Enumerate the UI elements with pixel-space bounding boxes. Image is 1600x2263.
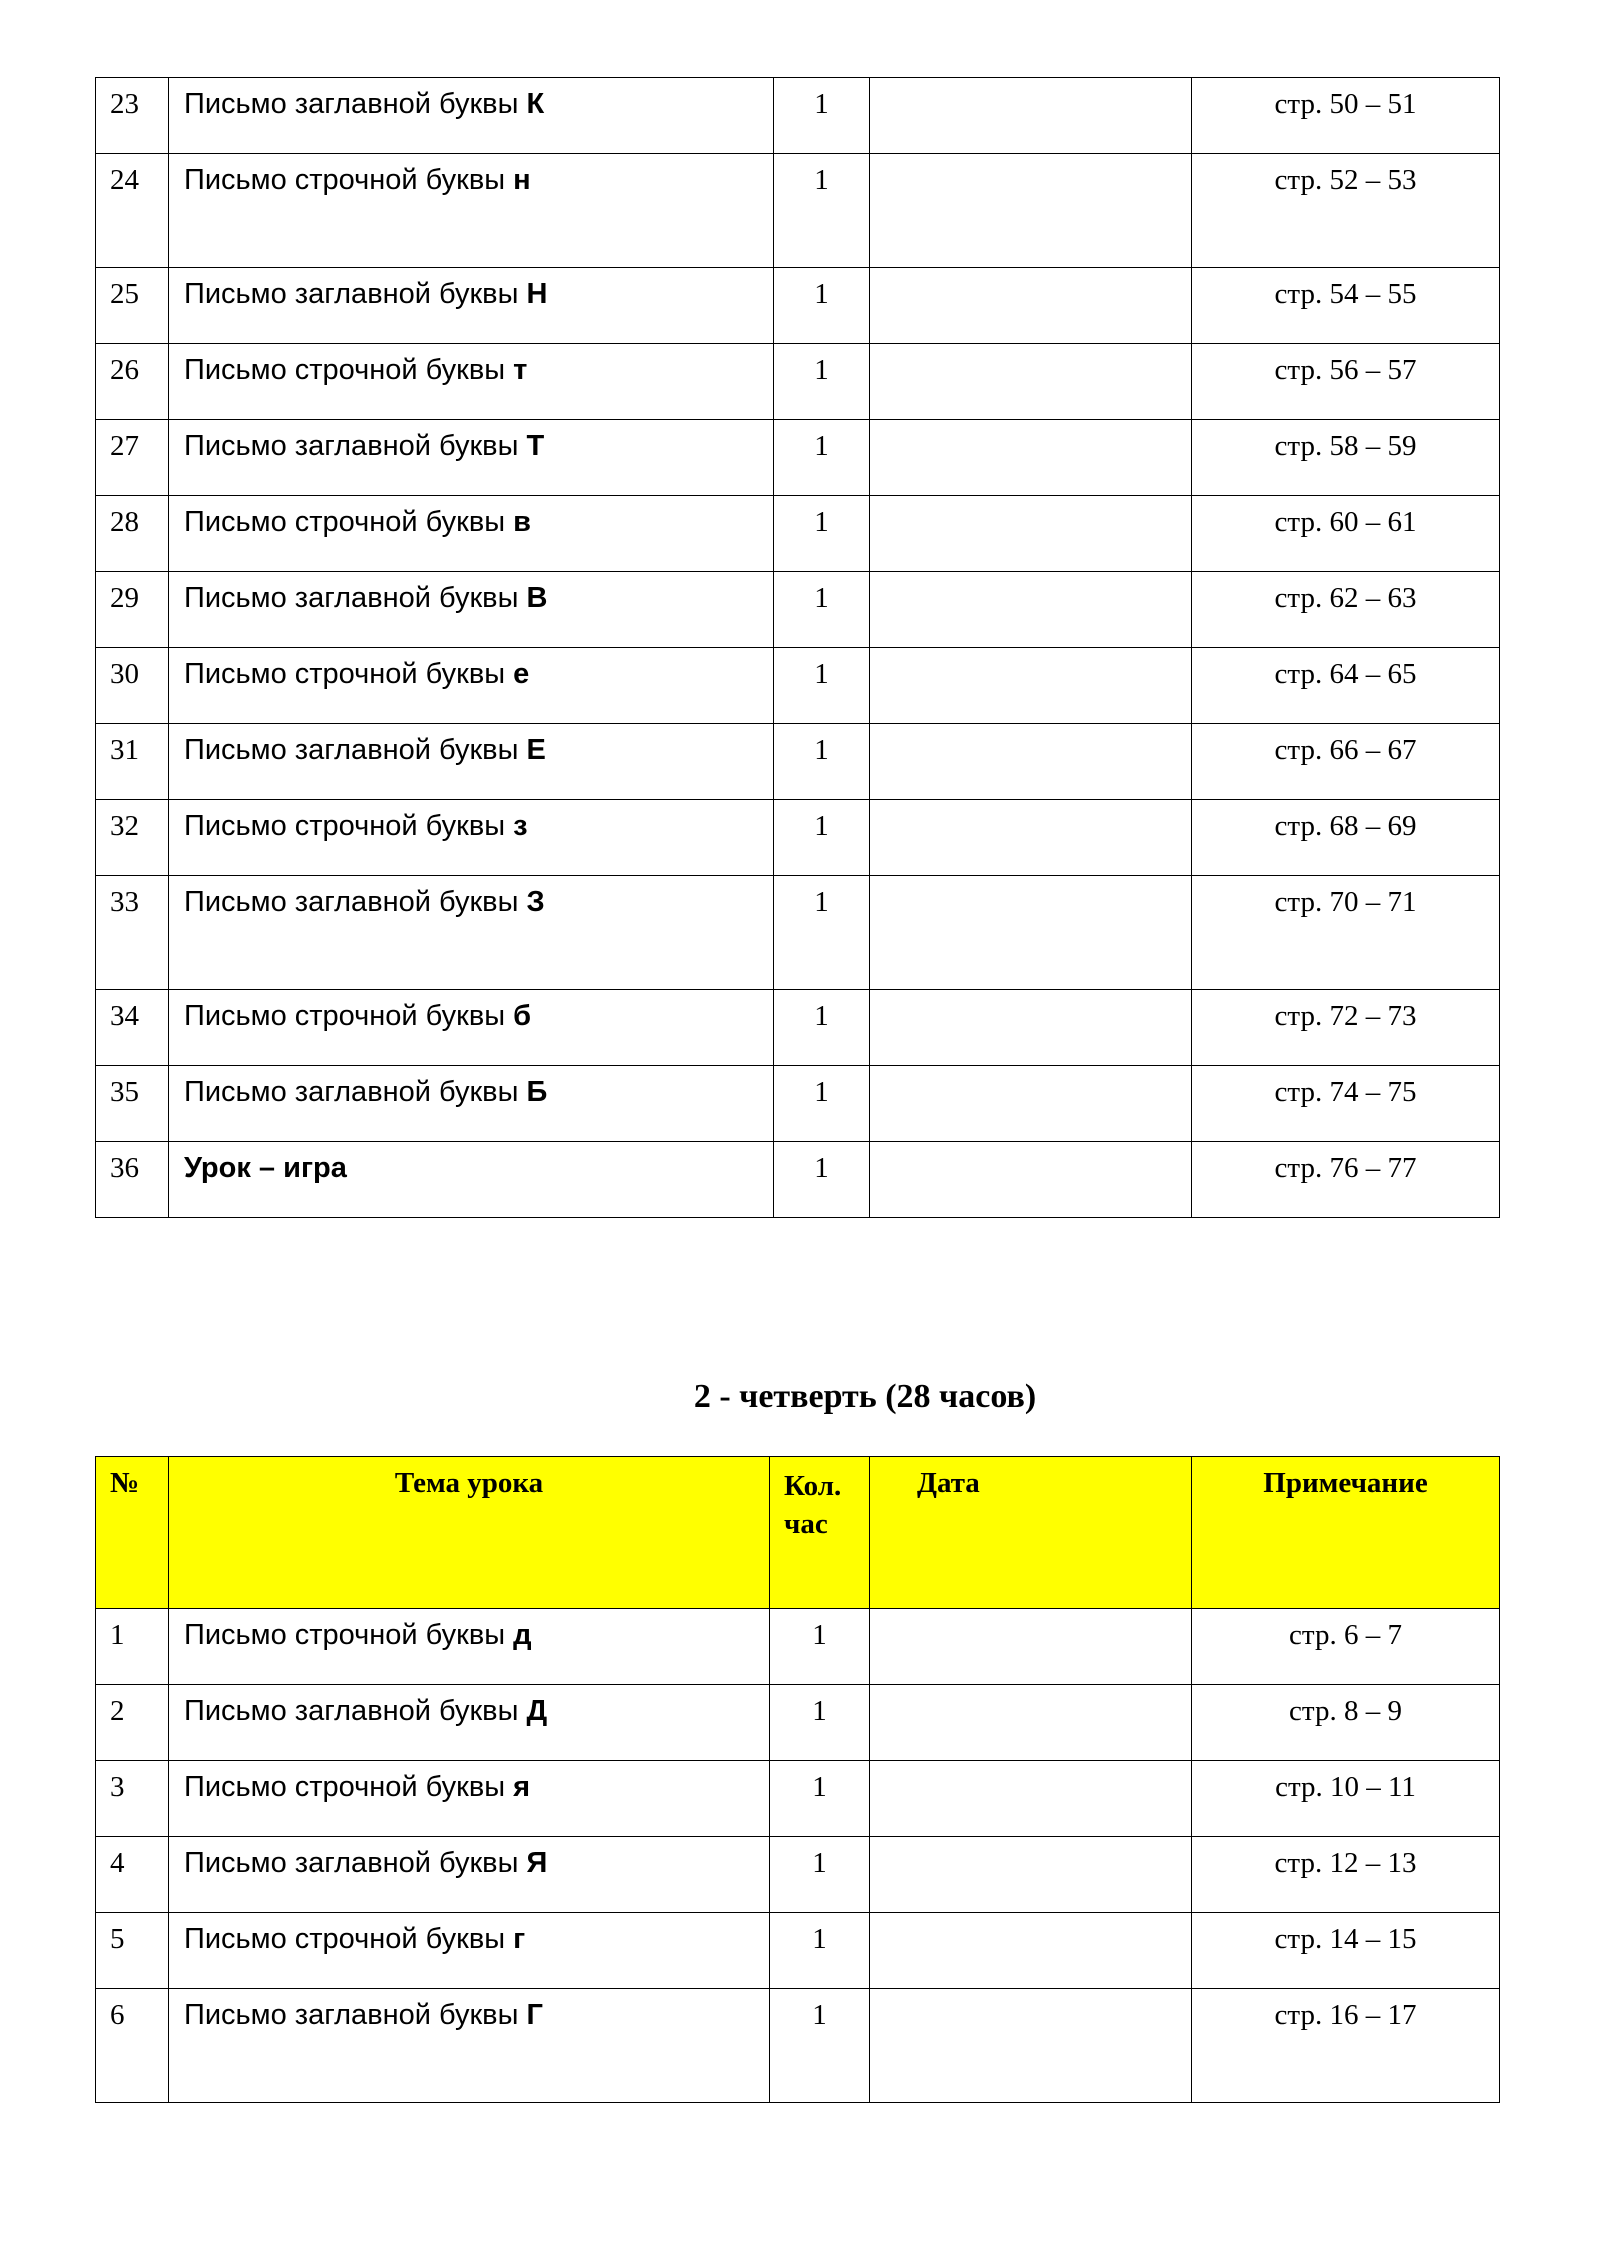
table-row bbox=[96, 154, 1500, 268]
row-number: 31 bbox=[96, 724, 169, 800]
lesson-topic bbox=[169, 344, 774, 420]
header-number: № bbox=[96, 1457, 169, 1609]
lesson-topic-letter: н bbox=[513, 164, 531, 196]
row-number: 6 bbox=[96, 1989, 169, 2103]
row-number: 28 bbox=[96, 496, 169, 572]
lesson-note: стр. 72 – 73 bbox=[1192, 990, 1500, 1066]
lesson-note: стр. 76 – 77 bbox=[1192, 1142, 1500, 1218]
lesson-hours: 1 bbox=[774, 1142, 870, 1218]
row-number: 25 bbox=[96, 268, 169, 344]
table-row bbox=[96, 1989, 1500, 2103]
lesson-note: стр. 54 – 55 bbox=[1192, 268, 1500, 344]
row-number: 36 bbox=[96, 1142, 169, 1218]
lesson-topic-letter: Урок – игра bbox=[184, 1152, 347, 1184]
lesson-topic-letter: е bbox=[513, 658, 530, 690]
lesson-date bbox=[870, 1066, 1192, 1142]
table-row bbox=[96, 1913, 1500, 1989]
lesson-topic bbox=[169, 1913, 770, 1989]
lesson-topic-letter: д bbox=[513, 1619, 532, 1651]
lesson-topic-letter: Б bbox=[526, 1076, 548, 1108]
lesson-topic-text: Письмо заглавной буквы bbox=[184, 1999, 527, 2031]
lesson-topic-text: Письмо строчной буквы bbox=[184, 1619, 514, 1651]
lesson-hours: 1 bbox=[770, 1989, 870, 2103]
lesson-date bbox=[870, 1837, 1192, 1913]
lesson-date bbox=[870, 1989, 1192, 2103]
lesson-hours: 1 bbox=[774, 344, 870, 420]
lesson-hours: 1 bbox=[774, 800, 870, 876]
lesson-topic bbox=[169, 876, 774, 990]
row-number: 4 bbox=[96, 1837, 169, 1913]
table-row bbox=[96, 1761, 1500, 1837]
lesson-topic-text: Письмо строчной буквы bbox=[184, 1771, 514, 1803]
lesson-topic bbox=[169, 496, 774, 572]
table-row bbox=[96, 268, 1500, 344]
lesson-topic bbox=[169, 800, 774, 876]
lesson-date bbox=[870, 268, 1192, 344]
lesson-topic-text: Письмо заглавной буквы bbox=[184, 1695, 527, 1727]
lesson-topic bbox=[169, 1837, 770, 1913]
lesson-date bbox=[870, 876, 1192, 990]
table-row bbox=[96, 572, 1500, 648]
table-row bbox=[96, 78, 1500, 154]
lesson-note: стр. 58 – 59 bbox=[1192, 420, 1500, 496]
table-row bbox=[96, 496, 1500, 572]
row-number: 33 bbox=[96, 876, 169, 990]
lesson-topic bbox=[169, 154, 774, 268]
lesson-date bbox=[870, 800, 1192, 876]
lesson-hours: 1 bbox=[770, 1837, 870, 1913]
lesson-date bbox=[870, 420, 1192, 496]
lesson-topic-letter: г bbox=[513, 1923, 526, 1955]
lesson-topic bbox=[169, 1989, 770, 2103]
lesson-topic bbox=[169, 1761, 770, 1837]
header-hours bbox=[770, 1457, 870, 1609]
lesson-topic-letter: Д bbox=[526, 1695, 548, 1727]
lesson-note: стр. 60 – 61 bbox=[1192, 496, 1500, 572]
lesson-topic bbox=[169, 1142, 774, 1218]
lesson-topic bbox=[169, 648, 774, 724]
table-row bbox=[96, 1837, 1500, 1913]
lesson-hours: 1 bbox=[774, 268, 870, 344]
lesson-date bbox=[870, 1609, 1192, 1685]
lesson-date bbox=[870, 78, 1192, 154]
lesson-hours: 1 bbox=[774, 572, 870, 648]
lesson-date bbox=[870, 154, 1192, 268]
lesson-topic-letter: Я bbox=[526, 1847, 548, 1879]
row-number: 35 bbox=[96, 1066, 169, 1142]
lesson-date bbox=[870, 572, 1192, 648]
table-row bbox=[96, 420, 1500, 496]
table-row bbox=[96, 344, 1500, 420]
lesson-topic bbox=[169, 1609, 770, 1685]
row-number: 23 bbox=[96, 78, 169, 154]
row-number: 34 bbox=[96, 990, 169, 1066]
table-row bbox=[96, 1142, 1500, 1218]
row-number: 2 bbox=[96, 1685, 169, 1761]
lesson-hours: 1 bbox=[774, 648, 870, 724]
lesson-hours: 1 bbox=[774, 724, 870, 800]
lesson-topic-text: Письмо строчной буквы bbox=[184, 1923, 514, 1955]
lesson-topic bbox=[169, 420, 774, 496]
lesson-topic-letter: Е bbox=[526, 734, 546, 766]
lesson-note: стр. 12 – 13 bbox=[1192, 1837, 1500, 1913]
lesson-topic-text: Письмо заглавной буквы bbox=[184, 886, 527, 918]
lesson-topic-letter: К bbox=[526, 88, 545, 120]
row-number: 30 bbox=[96, 648, 169, 724]
lesson-topic-letter: б bbox=[513, 1000, 532, 1032]
lesson-topic-text: Письмо заглавной буквы bbox=[184, 88, 527, 120]
lesson-topic-text: Письмо строчной буквы bbox=[184, 810, 514, 842]
lesson-table-quarter-2 bbox=[95, 1456, 1500, 2103]
table-header-row bbox=[96, 1457, 1500, 1609]
lesson-topic bbox=[169, 724, 774, 800]
lesson-topic-letter: Н bbox=[526, 278, 548, 310]
lesson-date bbox=[870, 1761, 1192, 1837]
lesson-date bbox=[870, 344, 1192, 420]
lesson-topic-text: Письмо заглавной буквы bbox=[184, 430, 527, 462]
lesson-date bbox=[870, 1142, 1192, 1218]
lesson-note: стр. 66 – 67 bbox=[1192, 724, 1500, 800]
lesson-hours: 1 bbox=[774, 1066, 870, 1142]
lesson-topic-text: Письмо заглавной буквы bbox=[184, 278, 527, 310]
lesson-hours: 1 bbox=[774, 154, 870, 268]
header-hours-line1: Кол. bbox=[784, 1470, 842, 1502]
header-note: Примечание bbox=[1192, 1457, 1500, 1609]
lesson-topic bbox=[169, 1685, 770, 1761]
table-row bbox=[96, 876, 1500, 990]
lesson-hours: 1 bbox=[770, 1761, 870, 1837]
lesson-topic-letter: я bbox=[513, 1771, 531, 1803]
header-hours-line2: час bbox=[784, 1508, 828, 1540]
lesson-topic-letter: з bbox=[513, 810, 528, 842]
lesson-topic-text: Письмо строчной буквы bbox=[184, 354, 514, 386]
row-number: 27 bbox=[96, 420, 169, 496]
lesson-topic-letter: т bbox=[513, 354, 528, 386]
lesson-topic-letter: Г bbox=[526, 1999, 543, 2031]
table-row bbox=[96, 1609, 1500, 1685]
lesson-hours: 1 bbox=[774, 990, 870, 1066]
lesson-note: стр. 8 – 9 bbox=[1192, 1685, 1500, 1761]
row-number: 5 bbox=[96, 1913, 169, 1989]
row-number: 3 bbox=[96, 1761, 169, 1837]
lesson-note: стр. 70 – 71 bbox=[1192, 876, 1500, 990]
lesson-note: стр. 10 – 11 bbox=[1192, 1761, 1500, 1837]
table-row bbox=[96, 724, 1500, 800]
lesson-note: стр. 56 – 57 bbox=[1192, 344, 1500, 420]
lesson-topic-text: Письмо заглавной буквы bbox=[184, 1076, 527, 1108]
row-number: 1 bbox=[96, 1609, 169, 1685]
row-number: 29 bbox=[96, 572, 169, 648]
lesson-topic-text: Письмо заглавной буквы bbox=[184, 1847, 527, 1879]
lesson-date bbox=[870, 648, 1192, 724]
quarter-2-heading: 2 - четверть (28 часов) bbox=[693, 1378, 1037, 1415]
lesson-date bbox=[870, 1685, 1192, 1761]
lesson-note: стр. 16 – 17 bbox=[1192, 1989, 1500, 2103]
lesson-hours: 1 bbox=[774, 420, 870, 496]
lesson-note: стр. 74 – 75 bbox=[1192, 1066, 1500, 1142]
lesson-topic bbox=[169, 78, 774, 154]
table-row bbox=[96, 1066, 1500, 1142]
lesson-date bbox=[870, 990, 1192, 1066]
lesson-note: стр. 64 – 65 bbox=[1192, 648, 1500, 724]
lesson-hours: 1 bbox=[774, 78, 870, 154]
table-row bbox=[96, 990, 1500, 1066]
lesson-topic-text: Письмо строчной буквы bbox=[184, 506, 514, 538]
lesson-note: стр. 50 – 51 bbox=[1192, 78, 1500, 154]
lesson-hours: 1 bbox=[770, 1913, 870, 1989]
lesson-topic-text: Письмо строчной буквы bbox=[184, 1000, 514, 1032]
lesson-topic-letter: Т bbox=[526, 430, 545, 462]
table-row bbox=[96, 1685, 1500, 1761]
lesson-topic bbox=[169, 572, 774, 648]
lesson-topic bbox=[169, 268, 774, 344]
lesson-topic-text: Письмо строчной буквы bbox=[184, 164, 514, 196]
table-row bbox=[96, 800, 1500, 876]
lesson-date bbox=[870, 724, 1192, 800]
lesson-hours: 1 bbox=[770, 1685, 870, 1761]
row-number: 26 bbox=[96, 344, 169, 420]
row-number: 32 bbox=[96, 800, 169, 876]
lesson-date bbox=[870, 496, 1192, 572]
lesson-topic-letter: З bbox=[526, 886, 545, 918]
lesson-topic bbox=[169, 990, 774, 1066]
lesson-topic-text: Письмо строчной буквы bbox=[184, 658, 514, 690]
lesson-table-quarter-1-continued bbox=[95, 77, 1500, 1218]
lesson-topic-text: Письмо заглавной буквы bbox=[184, 582, 527, 614]
table-row bbox=[96, 648, 1500, 724]
lesson-topic-letter: в bbox=[513, 506, 531, 538]
lesson-hours: 1 bbox=[774, 496, 870, 572]
header-date: Дата bbox=[870, 1457, 1192, 1609]
lesson-hours: 1 bbox=[770, 1609, 870, 1685]
lesson-date bbox=[870, 1913, 1192, 1989]
lesson-topic bbox=[169, 1066, 774, 1142]
row-number: 24 bbox=[96, 154, 169, 268]
header-topic: Тема урока bbox=[169, 1457, 770, 1609]
lesson-note: стр. 52 – 53 bbox=[1192, 154, 1500, 268]
lesson-topic-text: Письмо заглавной буквы bbox=[184, 734, 527, 766]
lesson-topic-letter: В bbox=[526, 582, 548, 614]
lesson-note: стр. 6 – 7 bbox=[1192, 1609, 1500, 1685]
lesson-note: стр. 62 – 63 bbox=[1192, 572, 1500, 648]
lesson-note: стр. 14 – 15 bbox=[1192, 1913, 1500, 1989]
lesson-hours: 1 bbox=[774, 876, 870, 990]
lesson-note: стр. 68 – 69 bbox=[1192, 800, 1500, 876]
